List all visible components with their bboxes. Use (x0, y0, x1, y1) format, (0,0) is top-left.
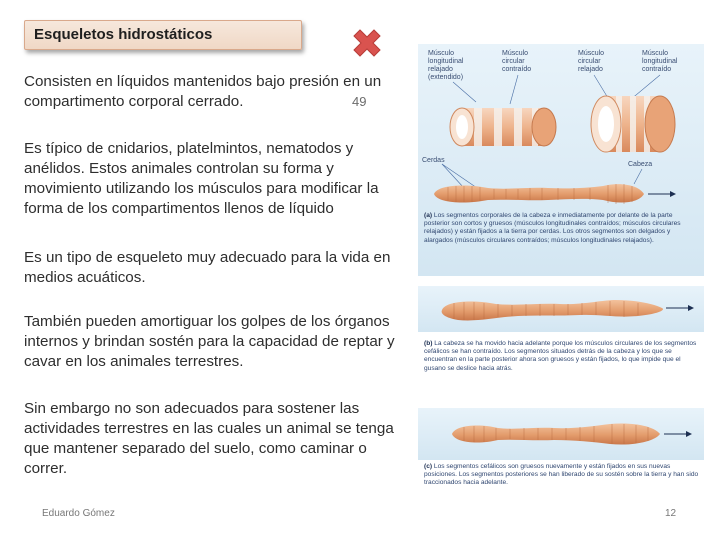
svg-text:contraído: contraído (502, 66, 532, 73)
label-circ-contracted: Músculo (502, 50, 529, 57)
page-title: Esqueletos hidrostáticos (34, 26, 213, 43)
svg-text:relajado: relajado (428, 66, 453, 73)
caption-a: (a) Los segmentos corporales de la cabeza e inmediatamente por delante de la parte posterior son cortos y gruesos (músculos longitudinales contraídos; músculos circulares relajados) y están fijados a la tierra por cerdas. Los otros segmentos son delgados y alargados (músculos circulares contraídos; músculos longitudinales relajados). (424, 212, 681, 244)
label-long-relaxed: Músculo (428, 50, 455, 57)
svg-text:(extendido): (extendido) (428, 74, 464, 81)
footer-author: Eduardo Gómez (42, 508, 115, 519)
svg-text:circular: circular (578, 58, 601, 65)
paragraph-3: Es un tipo de esqueleto muy adecuado para la vida en medios acuáticos. (24, 249, 391, 286)
muscle-cylinder-extended (450, 108, 556, 146)
label-circ-relaxed: Músculo (578, 50, 605, 57)
slide-marker: 49 (352, 94, 367, 109)
svg-text:circular: circular (502, 58, 525, 65)
paragraph-4: También pueden amortiguar los golpes de los órganos internos y brindan sostén para la capacidad de reptar y cavar en los animales terrestres. (24, 313, 395, 370)
title-box (24, 20, 302, 50)
svg-text:contraído: contraído (642, 66, 672, 73)
close-icon[interactable] (350, 26, 384, 60)
page-number: 12 (665, 508, 677, 519)
svg-text:longitudinal: longitudinal (642, 58, 678, 65)
caption-c: (c) Los segmentos cefálicos son gruesos nuevamente y están fijados en sus nuevas posiciones. Los segmentos posteriores se han liberado de su sostén sobre la tierra y han sido traccionados hacia adelante. (424, 463, 699, 487)
svg-text:relajado: relajado (578, 66, 603, 73)
earthworm-locomotion-figure (398, 38, 704, 504)
label-long-contracted: Músculo (642, 50, 669, 57)
svg-text:longitudinal: longitudinal (428, 58, 464, 65)
caption-b: (b) La cabeza se ha movido hacia adelante porque los músculos circulares de los segmentos cefálicos se han contraído. Los segmentos situados detrás de la cabeza y los que se encuentran en la parte posterior ahora son gruesos y están fijados, lo que impide que el gusano se deslice hacia atrás. (424, 340, 697, 372)
paragraph-5: Sin embargo no son adecuados para sostener las actividades terrestres en las cuales un animal se tenga que mantener separado del suelo, como caminar o correr. (24, 400, 394, 477)
muscle-cylinder-contracted (591, 96, 675, 152)
label-cabeza: Cabeza (628, 161, 653, 168)
label-cerdas: Cerdas (422, 157, 445, 164)
paragraph-1: Consisten en líquidos mantenidos bajo presión en un compartimento corporal cerrado. (24, 73, 382, 110)
paragraph-2: Es típico de cnidarios, platelmintos, nematodos y anélidos. Estos animales controlan su forma y movimiento utilizando los músculos para modificar la forma de los compartimentos llenos de líquido (24, 140, 379, 217)
